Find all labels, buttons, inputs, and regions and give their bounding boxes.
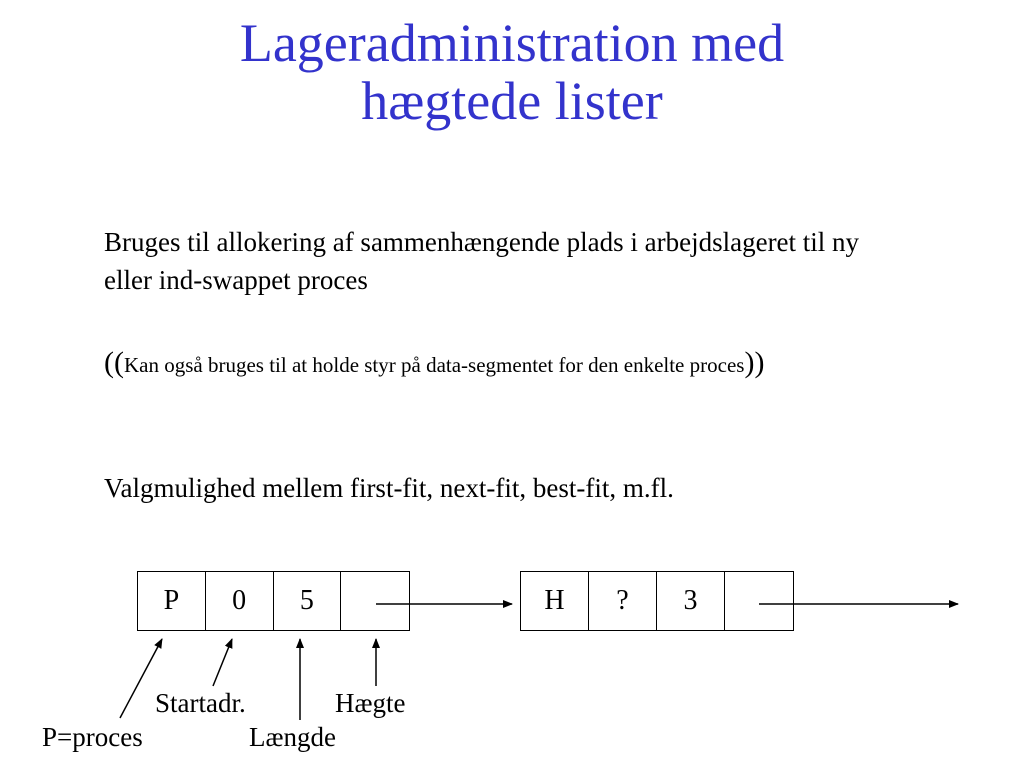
node-length-cell: 3 — [657, 572, 725, 630]
label-haegte: Hægte — [335, 688, 406, 718]
data-segment-text: Kan også bruges til at holde styr på data-segmentet for den enkelte proces — [123, 353, 745, 377]
close-parens: )) — [744, 346, 765, 379]
node-type-cell: H — [521, 572, 589, 630]
paragraph-fit-options: Valgmulighed mellem first-fit, next-fit, best-fit, m.fl. — [104, 473, 674, 503]
label-startadr: Startadr. — [155, 688, 246, 718]
title-line-1: Lageradministration med — [239, 13, 785, 73]
node-length-cell: 5 — [274, 572, 342, 630]
open-parens: (( — [104, 346, 124, 379]
node-start-cell: 0 — [206, 572, 274, 630]
label-proces: P=proces — [42, 722, 143, 752]
node-start-cell: ? — [589, 572, 657, 630]
paragraph-allocation: Bruges til allokering af sammenhængende plads i arbejdslageret til ny eller ind-swappet proces — [104, 227, 860, 295]
label-laengde: Længde — [249, 722, 336, 752]
node-type-cell: P — [138, 572, 206, 630]
title-line-2: hægtede lister — [361, 71, 663, 131]
startadr-pointer-arrow — [213, 639, 232, 686]
